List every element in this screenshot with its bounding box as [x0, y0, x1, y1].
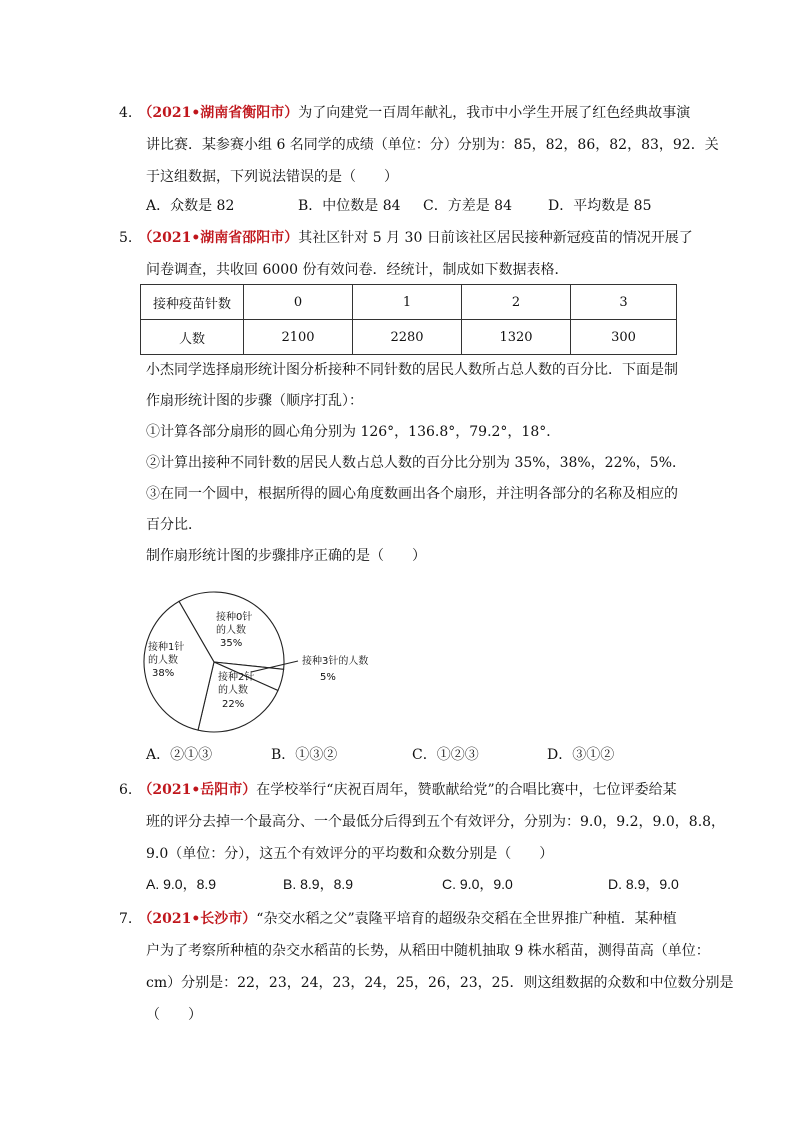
- table-cell: 2100: [244, 320, 353, 355]
- question-text: 在学校举行“庆祝百周年，赞歌献给党”的合唱比赛中，七位评委给某: [256, 782, 677, 798]
- option-d[interactable]: D．③①②: [547, 747, 615, 763]
- question-text: 问卷调查，共收回 6000 份有效问卷．经统计，制成如下数据表格．: [146, 262, 569, 278]
- table-cell: 300: [571, 320, 677, 355]
- question-text: 于这组数据，下列说法错误的是（ ）: [146, 169, 398, 185]
- table-row: [141, 320, 677, 355]
- pie-label: 接种2针: [218, 672, 255, 683]
- question-number: 7.: [119, 911, 133, 927]
- pie-label: 的人数: [218, 685, 248, 696]
- table-cell: 人数: [141, 320, 244, 355]
- options-q6: [146, 869, 686, 899]
- question-text: 户为了考察所种植的杂交水稻苗的长势，从稻田中随机抽取 9 株水稻苗，测得苗高（单位：: [146, 943, 710, 959]
- question-source: （2021•长沙市）: [138, 911, 257, 927]
- question-text: （ ）: [146, 1007, 202, 1023]
- question-5-body: [146, 355, 686, 572]
- question-number: 4.: [119, 105, 133, 121]
- question-source: （2021•湖南省衡阳市）: [138, 105, 299, 121]
- pie-label: 5%: [320, 672, 336, 683]
- paragraph: 作扇形统计图的步骤（顺序打乱）：: [146, 393, 363, 409]
- data-table: [140, 284, 677, 355]
- option-c[interactable]: C. 9.0，9.0: [442, 876, 513, 892]
- option-d[interactable]: D．平均数是 85: [548, 198, 652, 214]
- question-7: [119, 903, 734, 1031]
- options-q5: [146, 740, 686, 770]
- option-d[interactable]: D. 8.9，9.0: [608, 876, 679, 892]
- question-source: （2021•湖南省邵阳市）: [138, 230, 299, 246]
- question-text: 其社区针对 5 月 30 日前该社区居民接种新冠疫苗的情况开展了: [298, 230, 693, 246]
- option-a[interactable]: A．众数是 82: [146, 198, 235, 214]
- table-cell: 2: [462, 285, 571, 320]
- question-text: 讲比赛．某参赛小组 6 名同学的成绩（单位：分）分别为：85，82，86，82，83，92．关: [146, 137, 719, 153]
- pie-label: 的人数: [148, 655, 178, 666]
- question-5: [119, 222, 693, 286]
- pie-label: 38%: [152, 668, 175, 679]
- step-1: ①计算各部分扇形的圆心角分别为 126°，136.8°，79.2°，18°．: [146, 424, 561, 440]
- option-c[interactable]: C．方差是 84: [423, 198, 512, 214]
- step-3-continued: 百分比．: [146, 517, 202, 533]
- table-row: [141, 285, 677, 320]
- pie-label: 22%: [222, 699, 245, 710]
- option-c[interactable]: C．①②③: [412, 747, 479, 763]
- question-number: 5.: [119, 230, 133, 246]
- question-4: [119, 97, 719, 193]
- table-cell: 0: [244, 285, 353, 320]
- table-cell: 3: [571, 285, 677, 320]
- question-ask: 制作扇形统计图的步骤排序正确的是（ ）: [146, 548, 426, 564]
- table-cell: 2280: [353, 320, 462, 355]
- question-text: “杂交水稻之父”袁隆平培育的超级杂交稻在全世界推广种植．某种植: [256, 911, 677, 927]
- paragraph: 小杰同学选择扇形统计图分析接种不同针数的居民人数所占总人数的百分比．下面是制: [146, 362, 678, 378]
- question-6: [119, 774, 726, 870]
- question-source: （2021•岳阳市）: [138, 782, 257, 798]
- pie-label: 的人数: [216, 625, 246, 636]
- pie-label: 35%: [220, 638, 243, 649]
- option-b[interactable]: B. 8.9，8.9: [283, 876, 354, 892]
- step-3: ③在同一个圆中，根据所得的圆心角度数画出各个扇形，并注明各部分的名称及相应的: [146, 486, 678, 502]
- pie-label: 接种0针: [216, 612, 253, 623]
- pie-chart: [140, 587, 380, 737]
- step-2: ②计算出接种不同针数的居民人数占总人数的百分比分别为 35%，38%，22%，5%．: [146, 455, 687, 471]
- option-a[interactable]: A．②①③: [146, 747, 213, 763]
- question-text: 班的评分去掉一个最高分、一个最低分后得到五个有效评分，分别为：9.0，9.2，9.0，8.8，: [146, 814, 726, 830]
- table-cell: 1: [353, 285, 462, 320]
- option-a[interactable]: A. 9.0，8.9: [146, 876, 217, 892]
- question-number: 6.: [119, 782, 133, 798]
- question-text: 9.0（单位：分），这五个有效评分的平均数和众数分别是（ ）: [146, 846, 554, 862]
- question-text: cm）分别是：22，23，24，23，24，25，26，23，25．则这组数据的众数和中位数分别是: [146, 975, 734, 991]
- option-b[interactable]: B．①③②: [271, 747, 338, 763]
- table-cell: 1320: [462, 320, 571, 355]
- option-b[interactable]: B．中位数是 84: [298, 198, 401, 214]
- pie-label: 接种3针的人数: [302, 656, 369, 667]
- table-cell: 接种疫苗针数: [141, 285, 244, 320]
- pie-label: 接种1针: [148, 642, 185, 653]
- question-text: 为了向建党一百周年献礼，我市中小学生开展了红色经典故事演: [298, 105, 691, 121]
- options-q4: [146, 191, 686, 221]
